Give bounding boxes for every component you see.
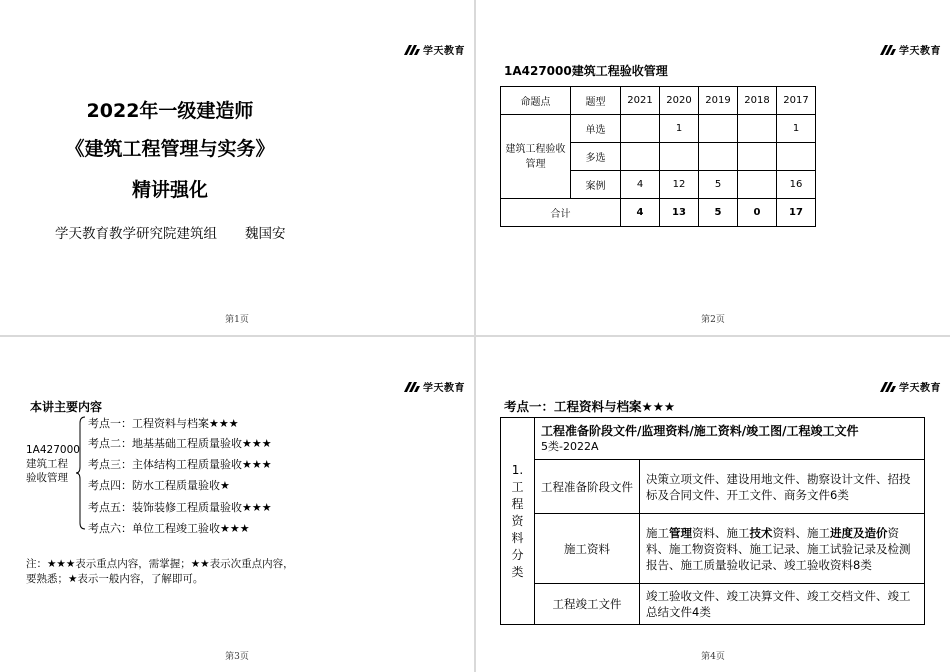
description-emphasis: 技术 — [749, 525, 773, 540]
archive-classification-table — [500, 417, 925, 625]
outline-root-line: 1A427000 — [26, 444, 80, 456]
question-type-cell: 案例 — [571, 171, 621, 199]
brand-logo — [404, 379, 465, 394]
outline-item: 考点五：装饰装修工程质量验收★★★ — [88, 501, 272, 514]
vertical-label-char: 类 — [511, 564, 524, 579]
table-header-cell: 命题点 — [501, 87, 571, 115]
table-cell — [621, 143, 660, 171]
section-heading: 1A427000建筑工程验收管理 — [504, 64, 668, 78]
table-cell: 12 — [660, 171, 699, 199]
page-number: 第2页 — [701, 315, 725, 325]
table-cell — [738, 171, 777, 199]
table-cell — [738, 143, 777, 171]
author-line — [55, 222, 286, 242]
brand-name: 学天教育 — [899, 383, 941, 394]
author-org: 学天教育教学研究院建筑组 — [55, 226, 217, 242]
vertical-label-char: 程 — [511, 496, 524, 511]
brand-logo — [880, 379, 941, 394]
table-row — [501, 584, 925, 625]
description-emphasis: 进度及造价 — [830, 525, 888, 540]
classification-subheader: 5类-2022A — [541, 440, 599, 453]
section-heading: 考点一：工程资料与档案★★★ — [504, 399, 676, 414]
table-row — [501, 460, 925, 514]
table-header-cell: 题型 — [571, 87, 621, 115]
table-cell: 16 — [777, 171, 816, 199]
brand-logo-icon — [404, 45, 420, 55]
table-cell: 1 — [777, 115, 816, 143]
vertical-label-char: 料 — [511, 530, 524, 545]
outline-item: 考点二：地基基础工程质量验收★★★ — [88, 437, 272, 450]
vertical-label-cell — [501, 418, 535, 625]
outline-brace — [75, 415, 87, 531]
course-title-line1: 2022年一级建造师 — [86, 100, 254, 122]
question-type-cell: 单选 — [571, 115, 621, 143]
description-emphasis: 管理 — [669, 525, 692, 540]
slide-2[interactable] — [476, 0, 950, 335]
brand-logo — [880, 42, 941, 57]
page-number: 第3页 — [225, 652, 249, 662]
table-row — [501, 418, 925, 460]
question-type-cell: 多选 — [571, 143, 621, 171]
table-total-row — [501, 199, 816, 227]
slide-4[interactable] — [476, 337, 950, 672]
table-cell: 4 — [621, 171, 660, 199]
table-row — [501, 115, 816, 143]
brand-logo — [404, 42, 465, 57]
table-header-row — [501, 87, 816, 115]
topic-cell: 建筑工程验收管理 — [501, 115, 571, 199]
slide-3[interactable] — [0, 337, 474, 672]
description-text: 施工 — [646, 525, 669, 540]
page-number: 第1页 — [225, 315, 249, 325]
slide-1[interactable] — [0, 0, 474, 335]
description-cell: 决策立项文件、建设用地文件、勘察设计文件、招投标及合同文件、开工文件、商务文件6类 — [640, 460, 925, 514]
legend-note-line: 要熟悉；★表示一般内容，了解即可。 — [26, 573, 204, 585]
course-title-line3: 精讲强化 — [131, 179, 208, 201]
total-cell: 13 — [660, 199, 699, 227]
author-name: 魏国安 — [245, 226, 286, 242]
outline-item: 考点一：工程资料与档案★★★ — [88, 417, 239, 430]
outline-root-line: 验收管理 — [26, 472, 68, 484]
classification-header: 工程准备阶段文件/监理资料/施工资料/竣工图/工程竣工文件 — [541, 424, 859, 438]
outline-root — [26, 443, 80, 485]
category-cell: 施工资料 — [535, 514, 640, 584]
description-text: 资料、施工 — [772, 525, 830, 540]
outline-item: 考点三：主体结构工程质量验收★★★ — [88, 458, 272, 471]
description-cell — [640, 514, 925, 584]
table-cell: 1 — [660, 115, 699, 143]
description-text: 资料、施工物资资料、施工记录、施工试验记录及检测报告、施工质量验收记录、竣工验收资料8类 — [646, 525, 911, 572]
description-cell: 竣工验收文件、竣工决算文件、竣工交档文件、竣工总结文件4类 — [640, 584, 925, 625]
table-cell — [699, 115, 738, 143]
legend-note — [26, 557, 294, 587]
description-text: 资料、施工 — [692, 525, 750, 540]
table-row — [501, 514, 925, 584]
course-title-line2: 《建筑工程管理与实务》 — [65, 138, 275, 160]
outline-root-line: 建筑工程 — [26, 458, 68, 470]
total-cell: 0 — [738, 199, 777, 227]
brand-name: 学天教育 — [423, 46, 465, 57]
brand-name: 学天教育 — [899, 46, 941, 57]
exam-frequency-table — [500, 86, 816, 227]
table-cell: 5 — [699, 171, 738, 199]
outline-item: 考点六：单位工程竣工验收★★★ — [88, 522, 250, 535]
table-header-cell: 2017 — [777, 87, 816, 115]
section-heading: 本讲主要内容 — [30, 400, 103, 414]
table-cell — [777, 143, 816, 171]
brand-logo-icon — [404, 382, 420, 392]
brand-name: 学天教育 — [423, 383, 465, 394]
outline-item: 考点四：防水工程质量验收★ — [88, 479, 230, 492]
vertical-label-char: 工 — [511, 479, 524, 494]
vertical-label-char: 1. — [511, 462, 524, 477]
table-cell — [738, 115, 777, 143]
legend-note-line: 注：★★★表示重点内容，需掌握；★★表示次重点内容， — [26, 558, 294, 570]
total-cell: 4 — [621, 199, 660, 227]
brand-logo-icon — [880, 382, 896, 392]
table-header-cell: 2018 — [738, 87, 777, 115]
vertical-label-char: 资 — [511, 513, 524, 528]
brand-logo-icon — [880, 45, 896, 55]
table-cell — [699, 143, 738, 171]
total-cell: 5 — [699, 199, 738, 227]
table-header-cell: 2021 — [621, 87, 660, 115]
table-header-cell: 2019 — [699, 87, 738, 115]
table-header-cell: 2020 — [660, 87, 699, 115]
table-cell — [660, 143, 699, 171]
category-cell: 工程准备阶段文件 — [535, 460, 640, 514]
classification-header-cell — [535, 418, 925, 460]
category-cell: 工程竣工文件 — [535, 584, 640, 625]
total-cell: 17 — [777, 199, 816, 227]
table-cell — [621, 115, 660, 143]
vertical-label-char: 分 — [511, 547, 524, 562]
total-label-cell: 合计 — [501, 199, 621, 227]
page-number: 第4页 — [701, 652, 725, 662]
